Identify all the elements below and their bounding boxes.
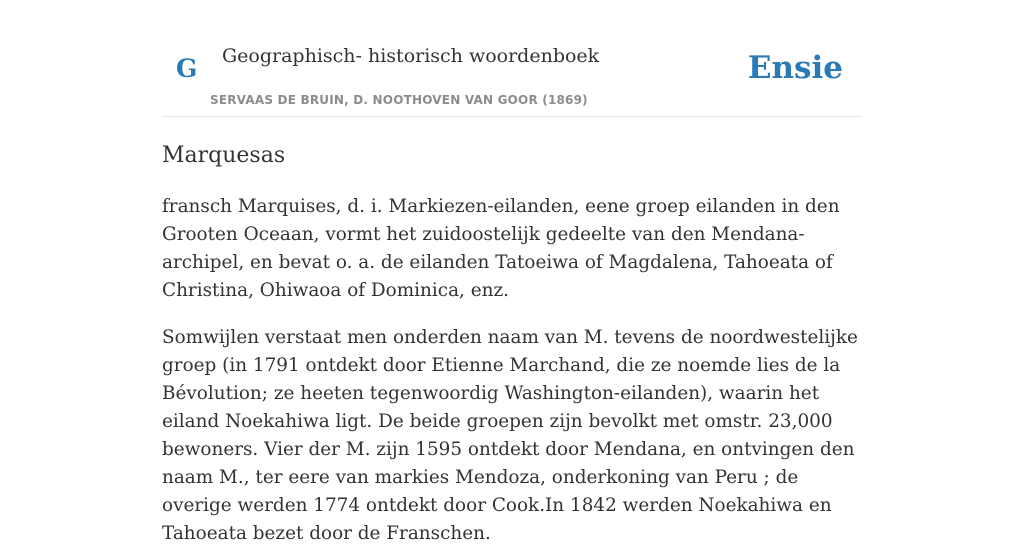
page (162, 0, 862, 548)
entry-paragraph-1: fransch Marquises, d. i. Markiezen-eilanden, eene groep eilanden in den Grooten Oceaan, vormt het zuidoostelijk gedeelte van den Mendana-archipel, en bevat o. a. de eilanden Tatoeiwa of Magdalena, Tahoeata of Christina, Ohiwaoa of Dominica, enz. (162, 196, 840, 301)
entry-title: Marquesas (162, 143, 286, 168)
book-authors: SERVAAS DE BRUIN, D. NOOTHOVEN VAN GOOR (1869) (210, 93, 588, 107)
header (162, 0, 862, 117)
book-title-link[interactable]: Geographisch- historisch woordenboek (222, 45, 600, 67)
ensie-logo-link[interactable]: Ensie (747, 50, 843, 86)
entry-paragraph-2: Somwijlen verstaat men onderden naam van M. tevens de noordwestelijke groep (in 1791 ontdekt door Etienne Marchand, die ze noemde lies de la Bévolution; ze heeten tegenwoordig Washington-eilanden), waarin het eiland Noekahiwa ligt. De beide groepen zijn bevolkt met omstr. 23,000 bewoners. Vier der M. zijn 1595 ontdekt door Mendana, en ontvingen den naam M., ter eere van markies Mendoza, onderkoning van Peru ; de overige werden 1774 ontdekt door Cook.In 1842 werden Noekahiwa en Tahoeata bezet door de Franschen. (162, 327, 858, 544)
book-logo[interactable]: G (176, 54, 198, 83)
